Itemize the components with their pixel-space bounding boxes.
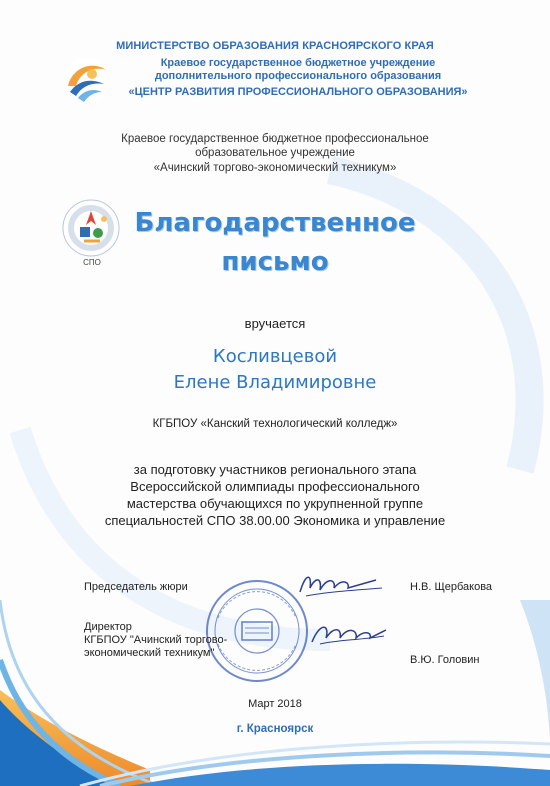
title-line-2: письмо bbox=[221, 247, 329, 277]
organizer-line-3: «Ачинский торгово-экономический техникум» bbox=[153, 162, 397, 174]
director-org-line-1: КГБПОУ "Ачинский торгово- bbox=[84, 634, 228, 646]
director-org-line-2: экономический техникум" bbox=[84, 647, 215, 659]
chair-label: Председатель жюри bbox=[84, 581, 188, 593]
ministry-heading: МИНИСТЕРСТВО ОБРАЗОВАНИЯ КРАСНОЯРСКОГО КРАЯ bbox=[116, 40, 434, 52]
director-label: Директор bbox=[84, 621, 132, 633]
recipient-name: Елене Владимировне bbox=[173, 372, 377, 393]
reason-line-4: специальностей СПО 38.00.00 Экономика и управление bbox=[104, 513, 446, 528]
reason-line-2: Всероссийской олимпиады профессионального bbox=[130, 479, 420, 494]
chair-signature bbox=[296, 566, 386, 602]
issue-city: г. Красноярск bbox=[236, 723, 314, 735]
recipient-surname: Косливцевой bbox=[212, 346, 338, 367]
chair-name: Н.В. Щербакова bbox=[410, 581, 493, 593]
center-name: «ЦЕНТР РАЗВИТИЯ ПРОФЕССИОНАЛЬНОГО ОБРАЗОВАНИЯ» bbox=[128, 86, 468, 98]
organizer-line-2: образовательное учреждение bbox=[195, 147, 355, 159]
budget-line-2: дополнительного профессионального образования bbox=[154, 70, 442, 82]
reason-line-1: за подготовку участников регионального этапа bbox=[133, 462, 417, 477]
recipient-college: КГБПОУ «Канский технологический колледж» bbox=[152, 418, 398, 430]
emblem-label: СПО bbox=[83, 258, 101, 267]
budget-line-1: Краевое государственное бюджетное учреждение bbox=[160, 57, 436, 69]
handed-to-text: вручается bbox=[244, 316, 306, 331]
round-stamp-icon bbox=[204, 578, 310, 684]
issue-date: Март 2018 bbox=[248, 698, 302, 710]
director-name: В.Ю. Головин bbox=[410, 654, 480, 666]
organizer-line-1: Краевое государственное бюджетное профессиональное bbox=[121, 133, 429, 145]
reason-line-3: мастерства обучающихся по укрупненной группе bbox=[126, 496, 424, 511]
center-logo-icon bbox=[62, 56, 110, 104]
title-line-1: Благодарственное bbox=[134, 208, 416, 238]
director-signature bbox=[306, 618, 390, 650]
